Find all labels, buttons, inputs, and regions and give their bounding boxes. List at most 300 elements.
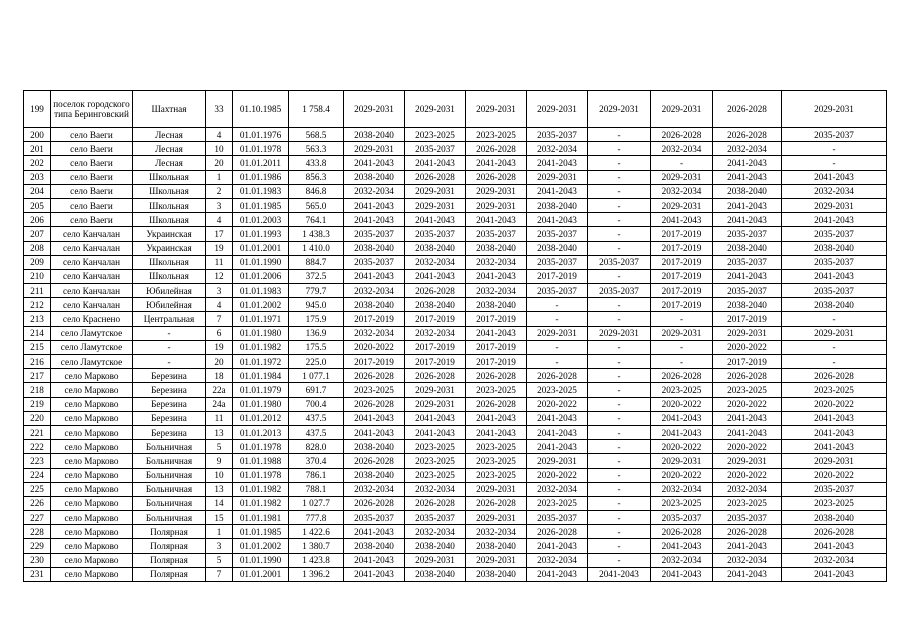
cell-period-7: 2020-2022 <box>713 340 782 354</box>
table-row <box>24 284 887 298</box>
cell-row-number: 220 <box>24 411 51 425</box>
cell-period-8: - <box>782 355 887 369</box>
cell-row-number: 204 <box>24 184 51 198</box>
cell-period-2: 2017-2019 <box>405 312 466 326</box>
cell-period-4: 2020-2022 <box>527 468 588 482</box>
cell-period-7: 2017-2019 <box>713 355 782 369</box>
cell-period-1: 2041-2043 <box>344 156 405 170</box>
cell-period-6: 2041-2043 <box>651 213 713 227</box>
cell-period-8: 2035-2037 <box>782 227 887 241</box>
cell-period-3: 2029-2031 <box>466 184 527 198</box>
cell-period-8: 2029-2031 <box>782 326 887 340</box>
cell-period-2: 2029-2031 <box>405 553 466 567</box>
cell-period-1: 2041-2043 <box>344 425 405 439</box>
cell-row-number: 208 <box>24 241 51 255</box>
cell-area: 433.8 <box>289 156 344 170</box>
cell-period-8: 2041-2043 <box>782 411 887 425</box>
table-body <box>24 91 887 582</box>
cell-row-number: 205 <box>24 198 51 212</box>
cell-period-7: 2041-2043 <box>713 539 782 553</box>
cell-period-2: 2035-2037 <box>405 227 466 241</box>
cell-settlement: село Марково <box>51 468 133 482</box>
cell-period-4: 2032-2034 <box>527 142 588 156</box>
cell-commission-date: 01.01.1985 <box>233 198 289 212</box>
cell-area: 884.7 <box>289 255 344 269</box>
cell-row-number: 201 <box>24 142 51 156</box>
cell-period-8: 2032-2034 <box>782 553 887 567</box>
cell-period-8: - <box>782 142 887 156</box>
cell-period-8: - <box>782 156 887 170</box>
cell-period-2: 2032-2034 <box>405 525 466 539</box>
cell-period-1: 2038-2040 <box>344 468 405 482</box>
cell-commission-date: 01.01.1978 <box>233 468 289 482</box>
cell-period-7: 2041-2043 <box>713 567 782 581</box>
cell-settlement: село Ламутское <box>51 326 133 340</box>
cell-settlement: село Канчалан <box>51 241 133 255</box>
cell-commission-date: 01.01.2006 <box>233 269 289 283</box>
cell-period-8: 2020-2022 <box>782 397 887 411</box>
cell-period-2: 2041-2043 <box>405 411 466 425</box>
cell-period-5: - <box>588 128 651 142</box>
cell-period-5: - <box>588 355 651 369</box>
cell-period-4: 2041-2043 <box>527 184 588 198</box>
cell-period-6: 2026-2028 <box>651 369 713 383</box>
cell-period-7: 2041-2043 <box>713 269 782 283</box>
cell-period-7: 2041-2043 <box>713 156 782 170</box>
housing-repair-schedule-table <box>23 90 887 582</box>
cell-commission-date: 01.01.1986 <box>233 170 289 184</box>
cell-period-1: 2041-2043 <box>344 567 405 581</box>
table-row <box>24 340 887 354</box>
cell-street: Юбилейная <box>133 298 206 312</box>
cell-period-1: 2041-2043 <box>344 411 405 425</box>
cell-period-6: 2026-2028 <box>651 525 713 539</box>
cell-period-4: 2029-2031 <box>527 326 588 340</box>
cell-period-8: - <box>782 312 887 326</box>
cell-period-1: 2041-2043 <box>344 198 405 212</box>
cell-period-5: - <box>588 269 651 283</box>
cell-commission-date: 01.01.1984 <box>233 369 289 383</box>
cell-street: Школьная <box>133 184 206 198</box>
table-row <box>24 227 887 241</box>
cell-period-6: 2029-2031 <box>651 91 713 128</box>
cell-period-3: 2029-2031 <box>466 553 527 567</box>
cell-period-8: 2041-2043 <box>782 170 887 184</box>
cell-house-number: 17 <box>206 227 233 241</box>
cell-period-3: 2032-2034 <box>466 284 527 298</box>
cell-area: 370.4 <box>289 454 344 468</box>
cell-period-8: 2032-2034 <box>782 184 887 198</box>
table-row <box>24 369 887 383</box>
cell-row-number: 212 <box>24 298 51 312</box>
cell-commission-date: 01.01.1982 <box>233 482 289 496</box>
cell-row-number: 222 <box>24 440 51 454</box>
cell-period-7: 2035-2037 <box>713 255 782 269</box>
cell-period-6: 2020-2022 <box>651 468 713 482</box>
cell-period-3: 2035-2037 <box>466 227 527 241</box>
cell-commission-date: 01.01.2001 <box>233 241 289 255</box>
cell-period-8: 2035-2037 <box>782 255 887 269</box>
cell-house-number: 5 <box>206 440 233 454</box>
cell-period-5: - <box>588 425 651 439</box>
cell-period-2: 2038-2040 <box>405 241 466 255</box>
cell-commission-date: 01.01.2002 <box>233 298 289 312</box>
cell-row-number: 206 <box>24 213 51 227</box>
cell-house-number: 11 <box>206 255 233 269</box>
cell-period-1: 2038-2040 <box>344 128 405 142</box>
cell-period-5: - <box>588 298 651 312</box>
cell-area: 175.9 <box>289 312 344 326</box>
cell-settlement: село Ваеги <box>51 156 133 170</box>
cell-period-7: 2038-2040 <box>713 241 782 255</box>
cell-period-2: 2029-2031 <box>405 184 466 198</box>
cell-row-number: 230 <box>24 553 51 567</box>
table-row <box>24 128 887 142</box>
table-row <box>24 425 887 439</box>
cell-settlement: село Марково <box>51 440 133 454</box>
cell-area: 437.5 <box>289 411 344 425</box>
cell-street: Больничная <box>133 511 206 525</box>
cell-period-2: 2017-2019 <box>405 340 466 354</box>
cell-settlement: село Ваеги <box>51 198 133 212</box>
cell-period-5: - <box>588 553 651 567</box>
cell-settlement: село Марково <box>51 511 133 525</box>
cell-period-8: 2023-2025 <box>782 496 887 510</box>
cell-period-6: 2017-2019 <box>651 241 713 255</box>
cell-period-3: 2041-2043 <box>466 213 527 227</box>
cell-period-1: 2026-2028 <box>344 369 405 383</box>
cell-area: 1 380.7 <box>289 539 344 553</box>
cell-area: 1 027.7 <box>289 496 344 510</box>
cell-street: Больничная <box>133 496 206 510</box>
cell-period-5: - <box>588 454 651 468</box>
cell-row-number: 207 <box>24 227 51 241</box>
cell-period-4: 2041-2043 <box>527 440 588 454</box>
cell-area: 1 438.3 <box>289 227 344 241</box>
cell-settlement: село Марково <box>51 553 133 567</box>
cell-period-6: 2017-2019 <box>651 298 713 312</box>
cell-period-4: 2035-2037 <box>527 227 588 241</box>
cell-street: - <box>133 355 206 369</box>
cell-period-8: 2029-2031 <box>782 454 887 468</box>
cell-period-7: 2023-2025 <box>713 496 782 510</box>
cell-period-4: - <box>527 298 588 312</box>
cell-period-3: 2032-2034 <box>466 255 527 269</box>
cell-row-number: 227 <box>24 511 51 525</box>
cell-row-number: 217 <box>24 369 51 383</box>
cell-settlement: село Марково <box>51 411 133 425</box>
table-row <box>24 241 887 255</box>
table-row <box>24 539 887 553</box>
cell-period-7: 2041-2043 <box>713 170 782 184</box>
table-row <box>24 156 887 170</box>
cell-period-3: 2038-2040 <box>466 241 527 255</box>
cell-period-4: 2038-2040 <box>527 241 588 255</box>
cell-period-3: 2041-2043 <box>466 411 527 425</box>
cell-period-6: 2029-2031 <box>651 198 713 212</box>
cell-area: 372.5 <box>289 269 344 283</box>
cell-period-7: 2020-2022 <box>713 397 782 411</box>
cell-period-1: 2032-2034 <box>344 482 405 496</box>
cell-area: 1 410.0 <box>289 241 344 255</box>
cell-period-2: 2038-2040 <box>405 298 466 312</box>
cell-row-number: 200 <box>24 128 51 142</box>
table-row <box>24 411 887 425</box>
cell-period-6: 2017-2019 <box>651 269 713 283</box>
cell-period-7: 2041-2043 <box>713 213 782 227</box>
cell-period-6: 2023-2025 <box>651 496 713 510</box>
cell-period-3: 2026-2028 <box>466 369 527 383</box>
cell-commission-date: 01.01.1979 <box>233 383 289 397</box>
cell-period-1: 2038-2040 <box>344 440 405 454</box>
cell-house-number: 3 <box>206 539 233 553</box>
cell-street: Полярная <box>133 567 206 581</box>
cell-period-4: 2035-2037 <box>527 128 588 142</box>
cell-house-number: 12 <box>206 269 233 283</box>
table-row <box>24 397 887 411</box>
cell-area: 786.1 <box>289 468 344 482</box>
table-row <box>24 184 887 198</box>
cell-period-7: 2032-2034 <box>713 553 782 567</box>
cell-area: 1 422.6 <box>289 525 344 539</box>
cell-period-3: 2017-2019 <box>466 340 527 354</box>
cell-period-7: 2032-2034 <box>713 482 782 496</box>
cell-house-number: 15 <box>206 511 233 525</box>
cell-street: Березина <box>133 397 206 411</box>
cell-period-2: 2026-2028 <box>405 284 466 298</box>
cell-period-1: 2029-2031 <box>344 142 405 156</box>
cell-street: Школьная <box>133 269 206 283</box>
cell-period-3: 2023-2025 <box>466 383 527 397</box>
cell-commission-date: 01.01.1976 <box>233 128 289 142</box>
table-row <box>24 511 887 525</box>
cell-period-3: 2017-2019 <box>466 355 527 369</box>
cell-period-5: 2029-2031 <box>588 91 651 128</box>
cell-period-3: 2032-2034 <box>466 525 527 539</box>
cell-period-6: 2029-2031 <box>651 454 713 468</box>
cell-commission-date: 01.01.1982 <box>233 496 289 510</box>
cell-period-4: 2038-2040 <box>527 198 588 212</box>
cell-area: 856.3 <box>289 170 344 184</box>
cell-period-5: - <box>588 482 651 496</box>
cell-area: 565.0 <box>289 198 344 212</box>
cell-period-1: 2041-2043 <box>344 525 405 539</box>
cell-period-6: 2017-2019 <box>651 227 713 241</box>
cell-house-number: 20 <box>206 355 233 369</box>
cell-settlement: село Канчалан <box>51 255 133 269</box>
cell-period-3: 2023-2025 <box>466 440 527 454</box>
cell-period-7: 2020-2022 <box>713 440 782 454</box>
cell-area: 828.0 <box>289 440 344 454</box>
cell-period-2: 2023-2025 <box>405 440 466 454</box>
cell-period-2: 2026-2028 <box>405 369 466 383</box>
cell-commission-date: 01.01.1971 <box>233 312 289 326</box>
cell-period-7: 2038-2040 <box>713 184 782 198</box>
cell-period-4: 2035-2037 <box>527 255 588 269</box>
cell-settlement: село Марково <box>51 369 133 383</box>
cell-period-1: 2020-2022 <box>344 340 405 354</box>
cell-period-3: 2029-2031 <box>466 91 527 128</box>
cell-street: Больничная <box>133 440 206 454</box>
cell-period-8: - <box>782 340 887 354</box>
cell-street: Лесная <box>133 128 206 142</box>
cell-street: Школьная <box>133 255 206 269</box>
table-row <box>24 269 887 283</box>
cell-period-5: - <box>588 213 651 227</box>
cell-period-5: - <box>588 340 651 354</box>
cell-period-5: - <box>588 468 651 482</box>
cell-period-4: 2017-2019 <box>527 269 588 283</box>
cell-period-6: - <box>651 312 713 326</box>
cell-period-2: 2029-2031 <box>405 91 466 128</box>
cell-street: Березина <box>133 425 206 439</box>
cell-settlement: село Марково <box>51 425 133 439</box>
cell-period-8: 2035-2037 <box>782 284 887 298</box>
cell-period-2: 2026-2028 <box>405 496 466 510</box>
cell-period-6: - <box>651 355 713 369</box>
cell-house-number: 3 <box>206 198 233 212</box>
cell-settlement: село Ламутское <box>51 340 133 354</box>
cell-period-5: - <box>588 184 651 198</box>
cell-period-4: 2032-2034 <box>527 482 588 496</box>
cell-period-1: 2035-2037 <box>344 511 405 525</box>
cell-period-1: 2026-2028 <box>344 496 405 510</box>
cell-period-1: 2032-2034 <box>344 284 405 298</box>
cell-commission-date: 01.01.1990 <box>233 255 289 269</box>
cell-period-8: 2038-2040 <box>782 511 887 525</box>
cell-row-number: 209 <box>24 255 51 269</box>
cell-commission-date: 01.01.1990 <box>233 553 289 567</box>
cell-row-number: 202 <box>24 156 51 170</box>
cell-street: Шахтная <box>133 91 206 128</box>
cell-period-8: 2035-2037 <box>782 128 887 142</box>
cell-period-8: 2029-2031 <box>782 198 887 212</box>
cell-settlement: село Ваеги <box>51 142 133 156</box>
cell-period-6: 2020-2022 <box>651 397 713 411</box>
cell-period-7: 2026-2028 <box>713 369 782 383</box>
cell-row-number: 211 <box>24 284 51 298</box>
cell-commission-date: 01.01.1980 <box>233 326 289 340</box>
cell-commission-date: 01.01.1981 <box>233 511 289 525</box>
cell-period-6: 2032-2034 <box>651 553 713 567</box>
table-row <box>24 553 887 567</box>
cell-period-6: 2032-2034 <box>651 142 713 156</box>
cell-period-2: 2032-2034 <box>405 255 466 269</box>
cell-period-4: 2041-2043 <box>527 411 588 425</box>
cell-street: Школьная <box>133 170 206 184</box>
cell-period-1: 2038-2040 <box>344 170 405 184</box>
cell-period-6: 2026-2028 <box>651 128 713 142</box>
cell-settlement: село Краснено <box>51 312 133 326</box>
cell-street: Полярная <box>133 553 206 567</box>
cell-period-1: 2041-2043 <box>344 269 405 283</box>
cell-house-number: 6 <box>206 326 233 340</box>
cell-settlement: село Марково <box>51 397 133 411</box>
cell-period-7: 2038-2040 <box>713 298 782 312</box>
cell-area: 846.8 <box>289 184 344 198</box>
cell-commission-date: 01.01.1982 <box>233 340 289 354</box>
cell-commission-date: 01.01.2001 <box>233 567 289 581</box>
cell-settlement: село Канчалан <box>51 227 133 241</box>
cell-period-5: - <box>588 511 651 525</box>
cell-period-2: 2032-2034 <box>405 326 466 340</box>
cell-commission-date: 01.01.1980 <box>233 397 289 411</box>
cell-period-5: - <box>588 312 651 326</box>
cell-commission-date: 01.01.1983 <box>233 184 289 198</box>
cell-house-number: 14 <box>206 496 233 510</box>
cell-settlement: село Марково <box>51 482 133 496</box>
cell-period-1: 2017-2019 <box>344 355 405 369</box>
cell-row-number: 219 <box>24 397 51 411</box>
cell-period-7: 2041-2043 <box>713 425 782 439</box>
cell-house-number: 13 <box>206 425 233 439</box>
cell-period-3: 2041-2043 <box>466 269 527 283</box>
table-row <box>24 567 887 581</box>
cell-street: Березина <box>133 369 206 383</box>
cell-period-1: 2035-2037 <box>344 255 405 269</box>
cell-commission-date: 01.01.1988 <box>233 454 289 468</box>
table-row <box>24 213 887 227</box>
cell-period-7: 2020-2022 <box>713 468 782 482</box>
cell-period-1: 2017-2019 <box>344 312 405 326</box>
cell-period-1: 2041-2043 <box>344 213 405 227</box>
cell-commission-date: 01.01.2011 <box>233 156 289 170</box>
table-row <box>24 355 887 369</box>
cell-period-4: 2026-2028 <box>527 369 588 383</box>
cell-period-1: 2035-2037 <box>344 227 405 241</box>
cell-area: 945.0 <box>289 298 344 312</box>
cell-period-5: - <box>588 142 651 156</box>
cell-period-5: - <box>588 440 651 454</box>
cell-street: Школьная <box>133 198 206 212</box>
cell-period-5: 2041-2043 <box>588 567 651 581</box>
cell-street: Украинская <box>133 227 206 241</box>
cell-house-number: 18 <box>206 369 233 383</box>
cell-period-5: - <box>588 369 651 383</box>
cell-period-6: 2023-2025 <box>651 383 713 397</box>
cell-period-7: 2026-2028 <box>713 525 782 539</box>
cell-settlement: село Марково <box>51 383 133 397</box>
cell-street: Полярная <box>133 539 206 553</box>
cell-area: 225.0 <box>289 355 344 369</box>
cell-settlement: поселок городского типа Беринговский <box>51 91 133 128</box>
cell-period-7: 2029-2031 <box>713 326 782 340</box>
cell-period-2: 2035-2037 <box>405 511 466 525</box>
cell-settlement: село Канчалан <box>51 298 133 312</box>
cell-period-4: - <box>527 340 588 354</box>
table-row <box>24 255 887 269</box>
cell-period-7: 2035-2037 <box>713 511 782 525</box>
cell-period-6: 2032-2034 <box>651 184 713 198</box>
cell-period-8: 2041-2043 <box>782 567 887 581</box>
cell-period-6: 2041-2043 <box>651 411 713 425</box>
cell-street: Центральная <box>133 312 206 326</box>
cell-house-number: 1 <box>206 525 233 539</box>
table-row <box>24 525 887 539</box>
cell-period-2: 2041-2043 <box>405 425 466 439</box>
cell-street: Березина <box>133 383 206 397</box>
cell-house-number: 19 <box>206 340 233 354</box>
cell-period-4: 2023-2025 <box>527 383 588 397</box>
cell-street: Школьная <box>133 213 206 227</box>
cell-period-4: 2023-2025 <box>527 496 588 510</box>
cell-commission-date: 01.01.1985 <box>233 525 289 539</box>
cell-period-1: 2038-2040 <box>344 298 405 312</box>
cell-settlement: село Ваеги <box>51 213 133 227</box>
cell-period-6: 2035-2037 <box>651 511 713 525</box>
cell-period-3: 2023-2025 <box>466 128 527 142</box>
cell-period-5: - <box>588 170 651 184</box>
